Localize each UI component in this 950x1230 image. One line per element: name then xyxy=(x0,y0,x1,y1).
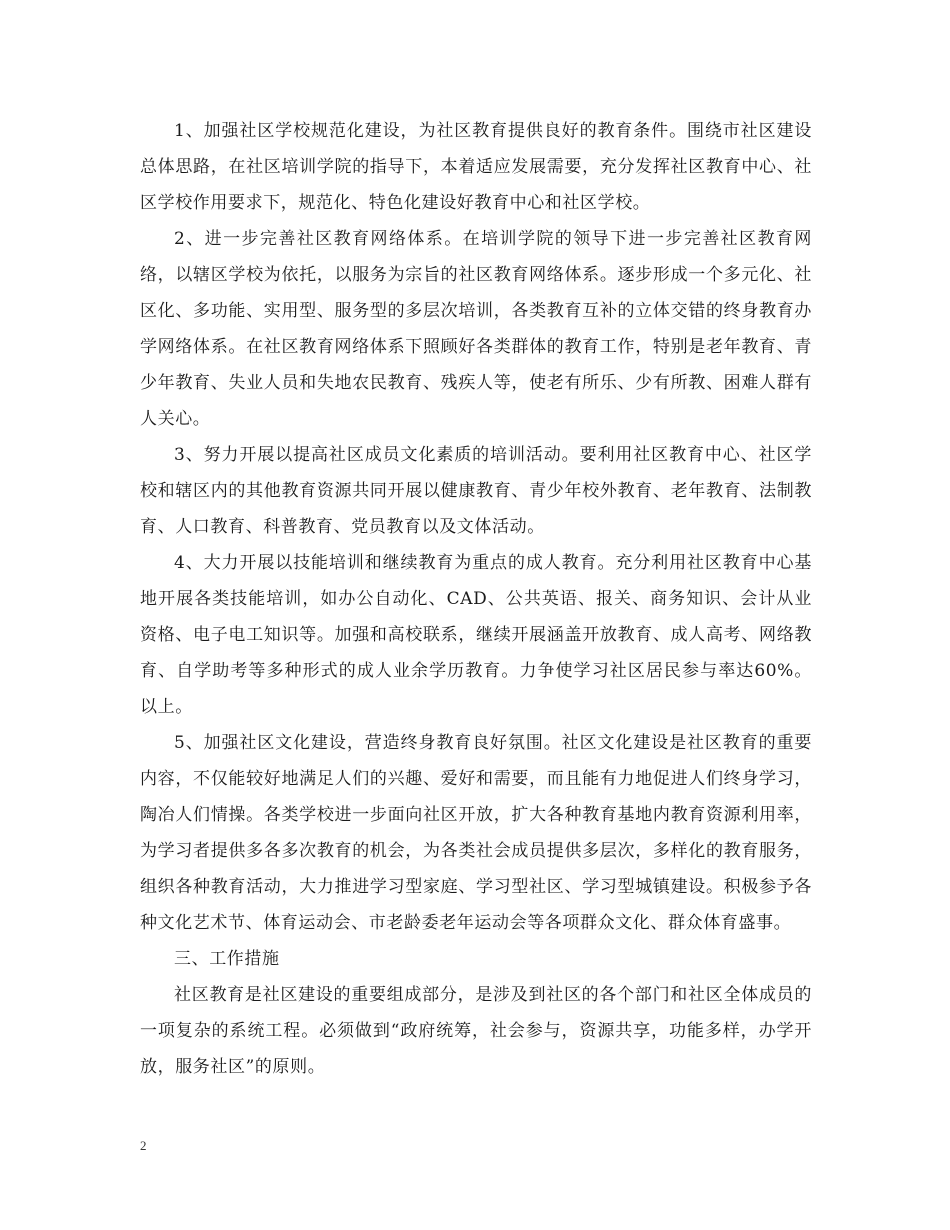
paragraph-1: 1、加强社区学校规范化建设，为社区教育提供良好的教育条件。围绕市社区建设总体思路，在社区培训学院的指导下，本着适应发展需要，充分发挥社区教育中心、社区学校作用要求下，规范化、特色化建设好教育中心和社区学校。 xyxy=(140,121,812,213)
paragraph-4: 4、大力开展以技能培训和继续教育为重点的成人教育。充分利用社区教育中心基地开展各类技能培训，如办公自动化、CAD、公共英语、报关、商务知识、会计从业资格、电子电工知识等。加强和高校联系，继续开展涵盖开放教育、成人高考、网络教育、自学助考等多种形式的成人业余学历教育。力争使学习社区居民参与率达60%。以上。 xyxy=(140,553,812,717)
page-number: 2 xyxy=(140,1138,147,1153)
document-body xyxy=(140,113,812,1085)
section-heading-work-measures: 三、工作措施 xyxy=(174,949,280,969)
paragraph-3: 3、努力开展以提高社区成员文化素质的培训活动。要利用社区教育中心、社区学校和辖区内的其他教育资源共同开展以健康教育、青少年校外教育、老年教育、法制教育、人口教育、科普教育、党员教育以及文体活动。 xyxy=(140,445,812,537)
paragraph-5: 5、加强社区文化建设，营造终身教育良好氛围。社区文化建设是社区教育的重要内容，不仅能较好地满足人们的兴趣、爱好和需要，而且能有力地促进人们终身学习，陶冶人们情操。各类学校进一步面向社区开放，扩大各种教育基地内教育资源利用率，为学习者提供多各多次教育的机会，为各类社会成员提供多层次，多样化的教育服务，组织各种教育活动，大力推进学习型家庭、学习型社区、学习型城镇建设。积极参予各种文化艺术节、体育运动会、市老龄委老年运动会等各项群众文化、群众体育盛事。 xyxy=(140,733,812,933)
paragraph-2: 2、进一步完善社区教育网络体系。在培训学院的领导下进一步完善社区教育网络，以辖区学校为依托，以服务为宗旨的社区教育网络体系。逐步形成一个多元化、社区化、多功能、实用型、服务型的多层次培训，各类教育互补的立体交错的终身教育办学网络体系。在社区教育网络体系下照顾好各类群体的教育工作，特别是老年教育、青少年教育、失业人员和失地农民教育、残疾人等，使老有所乐、少有所教、困难人群有人关心。 xyxy=(140,229,812,429)
paragraph-7: 社区教育是社区建设的重要组成部分，是涉及到社区的各个部门和社区全体成员的一项复杂的系统工程。必须做到“政府统筹，社会参与，资源共享，功能多样，办学开放，服务社区”的原则。 xyxy=(140,985,812,1077)
